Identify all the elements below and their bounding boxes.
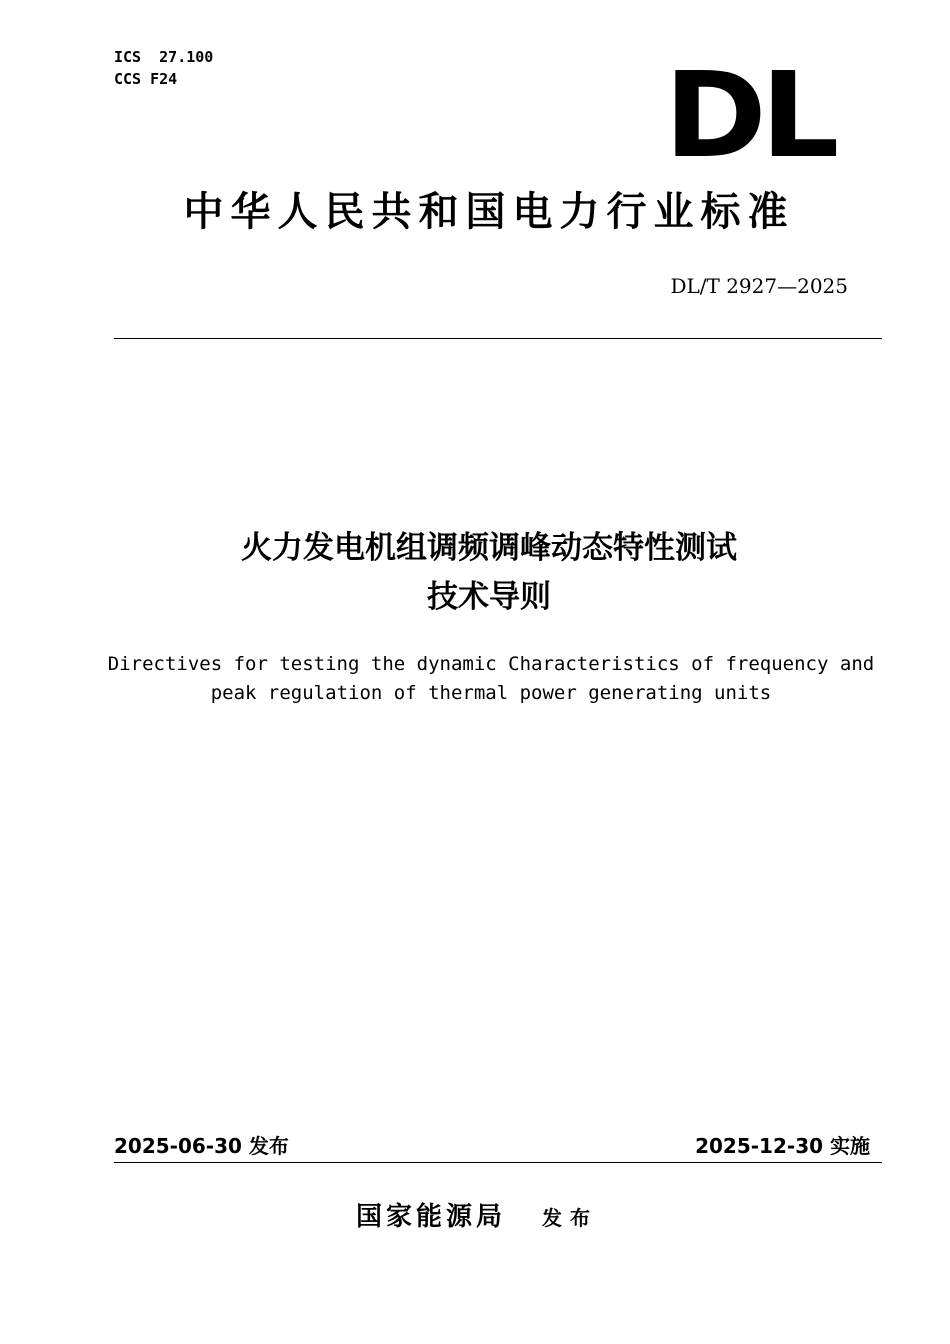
- title-cn-line2: 技术导则: [427, 579, 551, 615]
- header-divider: [114, 338, 882, 339]
- title-cn-line1: 火力发电机组调频调峰动态特性测试: [241, 530, 737, 566]
- ccs-code: CCS F24: [114, 70, 178, 88]
- issuer-name: 国家能源局: [356, 1202, 507, 1232]
- issuer-row: [356, 1196, 598, 1233]
- footer-divider: [114, 1162, 882, 1163]
- ics-code: ICS 27.100: [114, 48, 214, 66]
- classification-block: [114, 46, 213, 90]
- issuer-action: 发布: [542, 1206, 599, 1230]
- title-en-line2: peak regulation of thermal power generating units: [210, 682, 772, 704]
- title-en-line1: Directives for testing the dynamic Characteristics of frequency and: [107, 653, 875, 675]
- issue-date: 2025-06-30 发布: [114, 1134, 289, 1158]
- standard-number: DL/T 2927—2025: [670, 274, 848, 298]
- implement-date: 2025-12-30 实施: [695, 1134, 870, 1158]
- industry-title: 中华人民共和国电力行业标准: [183, 189, 795, 235]
- dl-logo: DL: [664, 46, 834, 184]
